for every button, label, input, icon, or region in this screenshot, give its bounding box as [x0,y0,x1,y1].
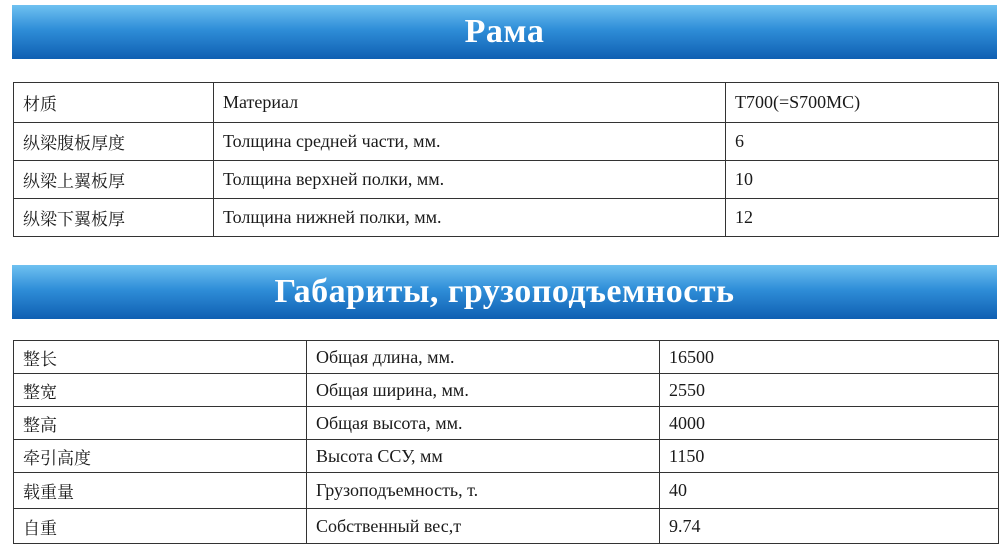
ru-label: Общая ширина, мм. [307,374,660,407]
table-row [14,161,999,199]
section-title-frame: Рама [12,5,997,59]
spec-value: 6 [726,123,999,161]
dimensions-spec-table [13,340,999,544]
ru-label: Материал [214,83,726,123]
ru-label: Толщина нижней полки, мм. [214,199,726,237]
spec-value: 9.74 [660,509,999,544]
table-row [14,341,999,374]
spec-value: 16500 [660,341,999,374]
table-row [14,509,999,544]
table-row [14,374,999,407]
spec-value: 1150 [660,440,999,473]
table-row [14,473,999,509]
ru-label: Общая высота, мм. [307,407,660,440]
ru-label: Грузоподъемность, т. [307,473,660,509]
ru-label: Общая длина, мм. [307,341,660,374]
section-title-dimensions: Габариты, грузоподъемность [12,265,997,319]
zh-label: 纵梁腹板厚度 [14,123,214,161]
spec-value: 10 [726,161,999,199]
zh-label: 整宽 [14,374,307,407]
zh-label: 载重量 [14,473,307,509]
ru-label: Собственный вес,т [307,509,660,544]
table-row [14,83,999,123]
table-row [14,440,999,473]
zh-label: 纵梁下翼板厚 [14,199,214,237]
zh-label: 纵梁上翼板厚 [14,161,214,199]
zh-label: 材质 [14,83,214,123]
zh-label: 牵引高度 [14,440,307,473]
ru-label: Толщина средней части, мм. [214,123,726,161]
zh-label: 自重 [14,509,307,544]
frame-spec-table [13,82,999,237]
zh-label: 整长 [14,341,307,374]
ru-label: Высота ССУ, мм [307,440,660,473]
spec-value: 4000 [660,407,999,440]
table-row [14,199,999,237]
zh-label: 整高 [14,407,307,440]
spec-value: T700(=S700MC) [726,83,999,123]
spec-value: 40 [660,473,999,509]
ru-label: Толщина верхней полки, мм. [214,161,726,199]
table-row [14,407,999,440]
table-row [14,123,999,161]
spec-value: 2550 [660,374,999,407]
spec-value: 12 [726,199,999,237]
